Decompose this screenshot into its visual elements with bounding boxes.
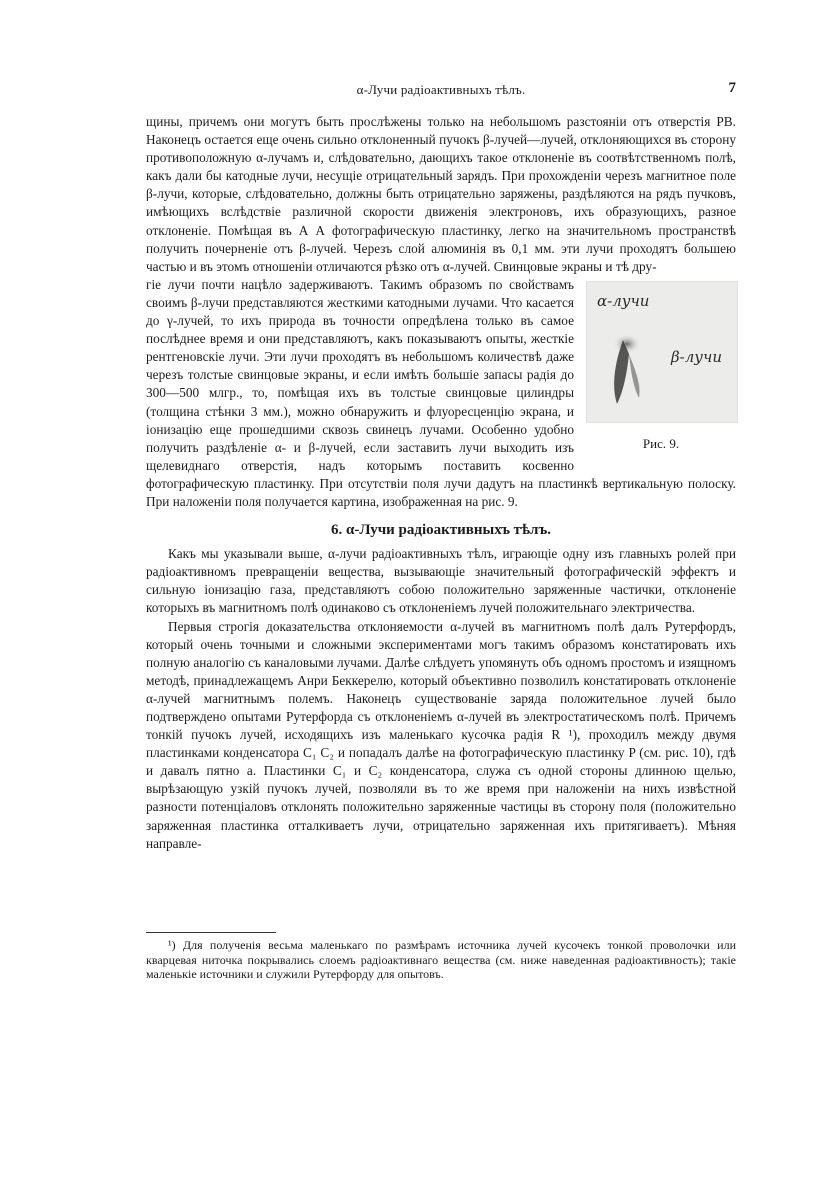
paragraph: гіе лучи почти нацѣло задерживаютъ. Такимъ образомъ по свойствамъ своимъ β-лучи представляются жесткими катодными лучами. Что касается до γ-лучей, то ихъ природа въ точности опредѣлена только въ самое послѣднее время и они представляютъ, какъ показываютъ опыты, жесткіе рентгеновскіе лучи. Эти лучи проходятъ въ небольшомъ количествѣ даже черезъ толстые свинцовые экраны, и если имѣть большіе запасы радія до 300—500 млгр., то, помѣщая ихъ въ толстые свинцовые цилиндры (толщина стѣнки 3 мм.), можно обнаружить и флуоресценцію экрана, и іонизацію еще прошедшими сквозь свинецъ лучами. Особенно удобно получить раздѣленіе α- и β-лучей, если заставить лучи выходить изъ щелевиднаго отверстія, надъ которымъ поставить косвенно фотографическую пластинку. При отсутствіи поля лучи дадутъ на пластинкѣ вертикальную полоску. При наложеніи поля получается картина, изображенная на рис. 9.: [146, 276, 736, 509]
beta-trace-secondary: [629, 354, 640, 398]
figure-9: [586, 281, 736, 453]
footnote-separator: [146, 932, 276, 933]
section-heading: 6. α-Лучи радіоактивныхъ тѣлъ.: [331, 522, 551, 539]
footnote: ¹) Для полученія весьма маленькаго по размѣрамъ источника лучей кусочекъ тонкой проволочки или кварцевая ниточка покрывались слоемъ радіоактивнаго вещества (см. ниже наведенная радіоактивность); такіе маленькіе источники и служили Рутерфорду для опытовъ.: [146, 938, 736, 981]
alpha-label: α-лучи: [597, 291, 650, 310]
photographic-plate-image: [586, 281, 738, 423]
page-number: 7: [728, 80, 736, 96]
footnotes: [146, 938, 736, 982]
ray-deflection-photo: [587, 282, 737, 422]
paragraph: Какъ мы указывали выше, α-лучи радіоактивныхъ тѣлъ, играющіе одну изъ главныхъ ролей при радіоактивномъ превращеніи вещества, вызывающіе значительный фотографическій эффектъ и сильную іонизацію газа, представляютъ собою положительно заряженные частички, отклоненіе которыхъ въ магнитномъ полѣ одинаково съ отклоненіемъ лучей положительнаго электричества.: [146, 546, 736, 616]
figure-caption: Рис. 9.: [642, 435, 680, 451]
running-title: α-Лучи радіоактивныхъ тѣлъ.: [356, 82, 526, 97]
main-text: [146, 113, 736, 853]
paragraph: щины, причемъ они могутъ быть прослѣжены только на небольшомъ разстояніи отъ отверстія PB. Наконецъ остается еще очень сильно отклоненный пучокъ β-лучей—лучей, отклоняющихся въ сторону противоположную α-лучамъ и, слѣдовательно, дающихъ такое отклоненіе въ соотвѣтственномъ полѣ, какъ дали бы катодные лучи, несущіе отрицательный зарядъ. При прохожденіи черезъ магнитное поле β-лучи, которые, слѣдовательно, должны быть отрицательно заряжены, раздѣляются на рядъ пучковъ, имѣющихъ вслѣдствіе различной скорости движенія электроновъ, ихъ образующихъ, разное отклоненіе. Помѣщая въ А А фотографическую пластинку, легко на значительномъ пространствѣ получить почерненіе отъ β-лучей. Черезъ слой алюминія въ 0,1 мм. эти лучи проходятъ большею частью и въ этомъ отношеніи отличаются рѣзко отъ α-лучей. Свинцовые экраны и тѣ дру-: [146, 114, 736, 274]
page-header: [146, 80, 736, 102]
paragraph: Первыя строгія доказательства отклоняемости α-лучей въ магнитномъ полѣ далъ Рутерфордъ, который очень точными и сложными экспериментами могъ такимъ образомъ констатировать ихъ полную аналогію съ каналовыми лучами. Далѣе слѣдуетъ упомянуть объ одномъ простомъ и изящномъ методѣ, принадлежащемъ Анри Беккерелю, который объективно позволилъ констатировать отклоненіе α-лучей магнитнымъ полемъ. Наконецъ существованіе заряда положительное лучей было подтверждено опытами Рутерфорда съ отклоненіемъ α-лучей въ электростатическомъ полѣ. Причемъ тонкій пучокъ лучей, исходящихъ изъ маленькаго кусочка радія R ¹), проходилъ между двумя пластинками конденсатора C₁ C₂ и попадалъ далѣе на фотографическую пластинку P (см. рис. 10), гдѣ и давалъ пятно a. Пластинки C₁ и C₂ конденсатора, служа съ одной стороны длинною щелью, вырѣзающую узкій пучокъ лучей, позволяли въ то же время при наложеніи на нихъ извѣстной разности потенціаловъ отклонять положительно заряженные частицы въ сторону поля (положительно заряженная пластинка отталкиваетъ лучи, отрицательно заряженная ихъ притягиваетъ). Мѣняя направле-: [146, 618, 736, 851]
beta-label: β-лучи: [671, 347, 722, 366]
